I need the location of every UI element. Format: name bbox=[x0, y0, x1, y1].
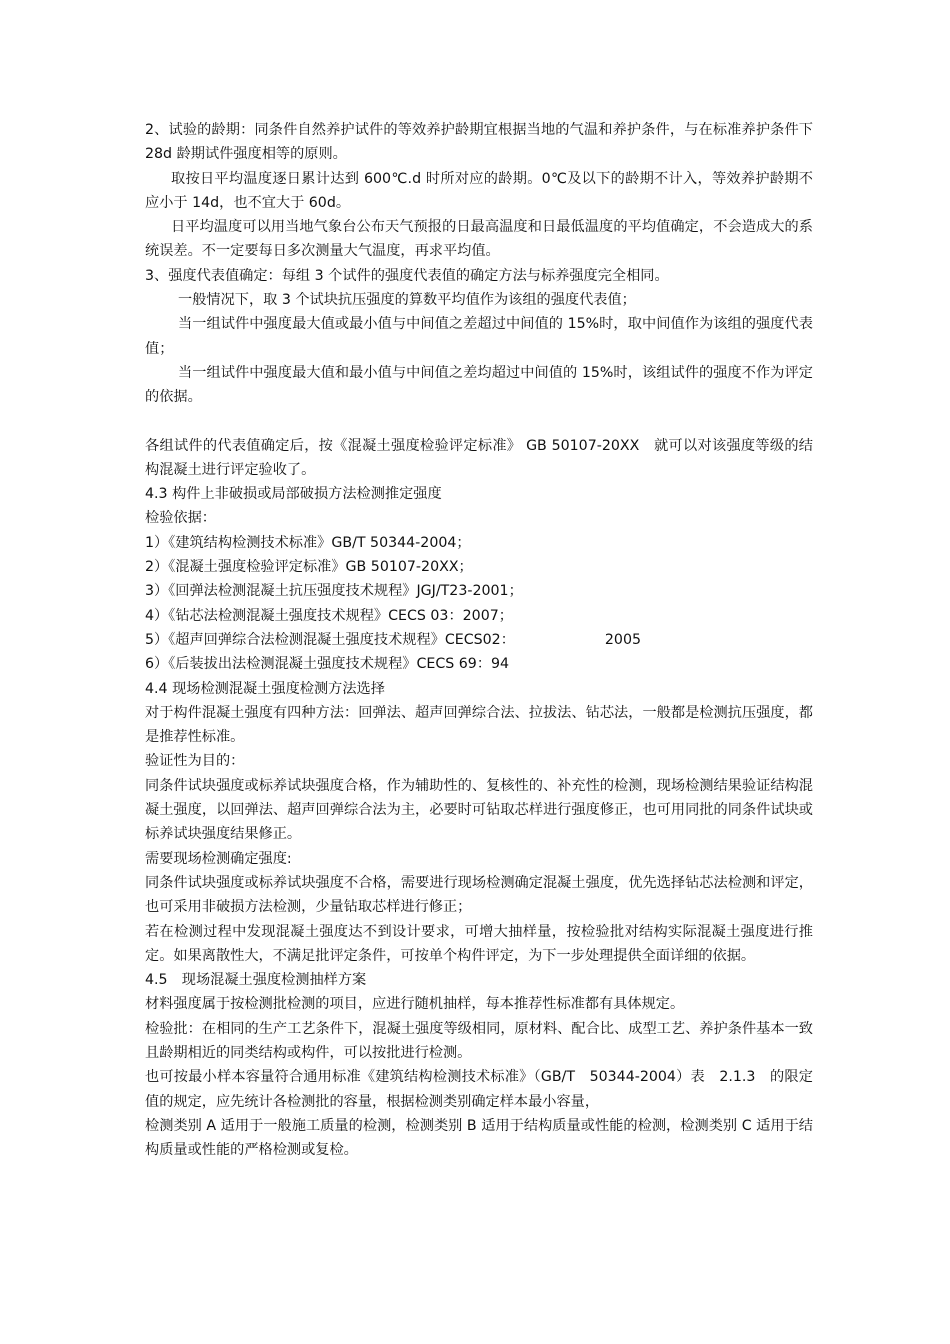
paragraph-random-sampling: 材料强度属于按检测批检测的项目，应进行随机抽样，每本推荐性标准都有具体规定。 bbox=[145, 996, 685, 1013]
paragraph-onsite-detail: 同条件试块强度或标养试块强度不合格，需要进行现场检测确定混凝土强度，优先选择钻芯法检测和评定，也可采用非破损方法检测，少量钻取芯样进行修正； bbox=[145, 874, 813, 916]
paragraph-verification-purpose: 验证性为目的： bbox=[145, 753, 245, 770]
list-item-standard-3: 3）《回弹法检测混凝土抗压强度技术规程》JGJ/T23-2001； bbox=[145, 583, 523, 600]
blank-line bbox=[145, 410, 813, 434]
list-item-standard-4: 4）《钻芯法检测混凝土强度技术规程》CECS 03：2007； bbox=[145, 607, 513, 624]
list-item-standard-5 bbox=[145, 628, 813, 652]
paragraph-evaluation: 各组试件的代表值确定后，按《混凝土强度检验评定标准》 GB 50107-20XX 就可以对该强度等级的结构混凝土进行评定验收了。 bbox=[145, 437, 813, 478]
paragraph-minimum-sample: 也可按最小样本容量符合通用标准《建筑结构检测技术标准》（GB/T 50344-2004）表 2.1.3 的限定值的规定，应先统计各检测批的容量，根据检测类别确定样本最小容量， bbox=[145, 1069, 813, 1110]
paragraph-representative-value: 3、强度代表值确定：每组 3 个试件的强度代表值的确定方法与标养强度完全相同。 bbox=[145, 267, 669, 284]
paragraph-inspection-category: 检测类别 A 适用于一般施工质量的检测，检测类别 B 适用于结构质量或性能的检测，检测类别 C 适用于结构质量或性能的严格检测或复检。 bbox=[145, 1117, 813, 1159]
paragraph-inspection-basis: 检验依据： bbox=[145, 510, 216, 527]
paragraph-rule-average: 一般情况下，取 3 个试块抗压强度的算数平均值作为该组的强度代表值； bbox=[178, 292, 636, 309]
paragraph-inspection-lot: 检验批：在相同的生产工艺条件下，混凝土强度等级相同，原材料、配合比、成型工艺、养护条件基本一致且龄期相近的同类结构或构件，可以按批进行检测。 bbox=[145, 1020, 813, 1061]
paragraph-onsite-needed: 需要现场检测确定强度: bbox=[145, 850, 292, 867]
list-item-standard-6: 6）《后装拔出法检测混凝土强度技术规程》CECS 69：94 bbox=[145, 656, 510, 673]
section-heading-4-5: 4.5 现场混凝土强度检测抽样方案 bbox=[145, 972, 367, 989]
section-heading-4-3: 4.3 构件上非破损或局部破损方法检测推定强度 bbox=[145, 486, 442, 503]
list-item-standard-2: 2）《混凝土强度检验评定标准》GB 50107-20XX； bbox=[145, 559, 473, 576]
list-item-standard-1: 1）《建筑结构检测技术标准》GB/T 50344-2004； bbox=[145, 534, 471, 551]
list-item-standard-5-text: 5）《超声回弹综合法检测混凝土强度技术规程》CECS02： bbox=[145, 631, 515, 648]
document-body bbox=[145, 118, 813, 1162]
paragraph-four-methods: 对于构件混凝土强度有四种方法：回弹法、超声回弹综合法、拉拔法、钻芯法，一般都是检测抗压强度，都是推荐性标准。 bbox=[145, 704, 813, 746]
paragraph-daily-temperature: 日平均温度可以用当地气象台公布天气预报的日最高温度和日最低温度的平均值确定，不会造成大的系统误差。不一定要每日多次测量大气温度，再求平均值。 bbox=[145, 219, 813, 260]
paragraph-increase-sampling: 若在检测过程中发现混凝土强度达不到设计要求，可增大抽样量，按检验批对结构实际混凝土强度进行推定。如果离散性大，不满足批评定条件，可按单个构件评定，为下一步处理提供全面详细的依据。 bbox=[145, 923, 813, 964]
paragraph-rule-median: 当一组试件中强度最大值或最小值与中间值之差超过中间值的 15%时，取中间值作为该组的强度代表值； bbox=[145, 316, 813, 357]
paragraph-curing-age: 2、试验的龄期：同条件自然养护试件的等效养护龄期宜根据当地的气温和养护条件，与在标准养护条件下 28d 龄期试件强度相等的原则。 bbox=[145, 122, 813, 163]
paragraph-verification-detail: 同条件试块强度或标养试块强度合格，作为辅助性的、复核性的、补充性的检测，现场检测结果验证结构混凝土强度，以回弹法、超声回弹综合法为主，必要时可钻取芯样进行强度修正，也可用同批的同条件试块或标养试块强度结果修正。 bbox=[145, 777, 813, 843]
list-item-standard-5-year: 2005 bbox=[604, 631, 641, 648]
paragraph-equivalent-age: 取按日平均温度逐日累计达到 600℃.d 时所对应的龄期。0℃及以下的龄期不计入，等效养护龄期不应小于 14d，也不宜大于 60d。 bbox=[145, 170, 813, 211]
paragraph-rule-invalid: 当一组试件中强度最大值和最小值与中间值之差均超过中间值的 15%时，该组试件的强度不作为评定的依据。 bbox=[145, 364, 813, 406]
section-heading-4-4: 4.4 现场检测混凝土强度检测方法选择 bbox=[145, 680, 385, 697]
